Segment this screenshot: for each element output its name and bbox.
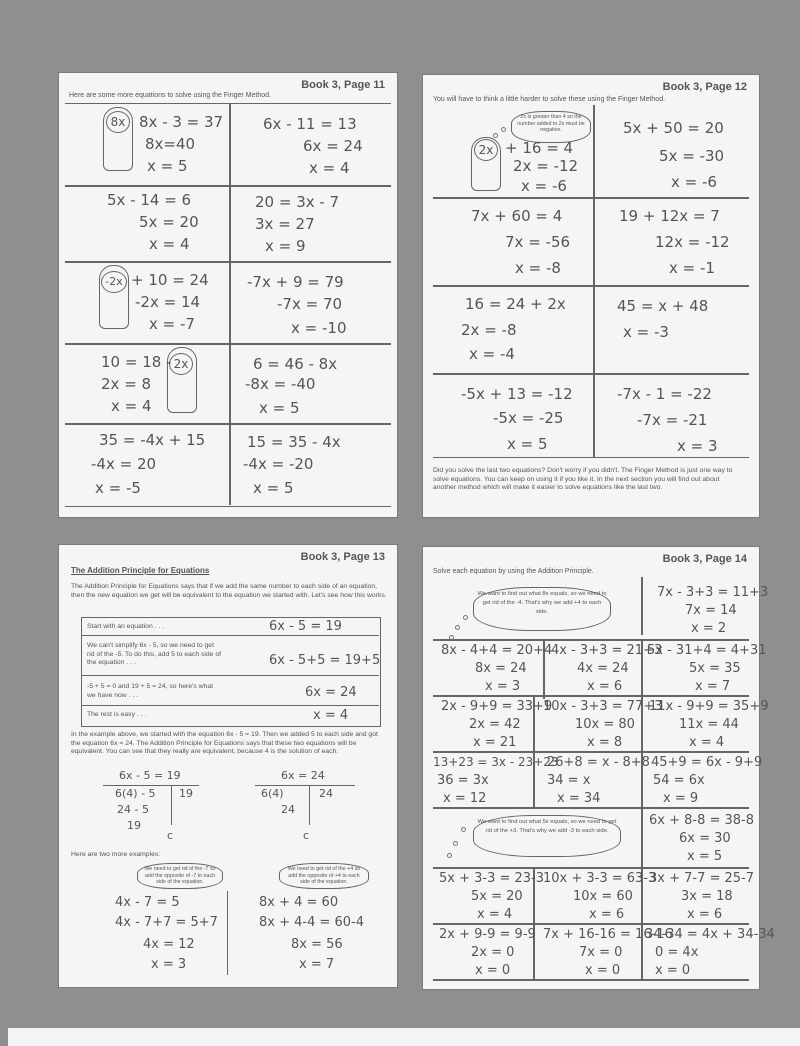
page-header: Book 3, Page 14 (662, 553, 747, 565)
hint-cloud: We need to get rid of the -7 so add the opposite of -7 to each side of the equation. (137, 863, 223, 889)
finger-circle: -2x (101, 271, 127, 293)
finger-circle: 8x (106, 111, 130, 133)
section-title: The Addition Principle for Equations (71, 566, 210, 575)
page-header: Book 3, Page 11 (301, 79, 385, 91)
hint-cloud: 2x is greater than 4 so the number added to 2x must be negative. (511, 111, 591, 143)
page-header: Book 3, Page 13 (300, 551, 385, 563)
page-intro: Here are some more equations to solve using the Finger Method. (69, 92, 271, 99)
bottom-strip (8, 1028, 800, 1046)
section-intro: The Addition Principle for Equations says that if we add the same number to each side of an equation, then the new equation we get will be equivalent to the equation we started with. Let's see how this works. (71, 583, 387, 599)
page-book3-14: Book 3, Page 14 Solve each equation by using the Addition Principle. We want to find out what 8x equals, so we need to get rid of the -4. That's why we add +4 to each side. We want to find out what 5x equals, so we need to get rid of the +3. That's why we add -3 to each side. 7x - 3+3 = 11+3 7x = 14 x = 2 8x - 4+4 = 20+4 8x = 24 x = 3 4x - 3+3 = 21+3 4x = 24 x = 6 5x - 31+4 = 4+31 5x = 35 x = 7 2x - 9+9 = 33+9 2x = 42 x = 21 10x - 3+3 = 77+3 10x = 80 x = 8 11x - 9+9 = 35+9 11x = 44 x = 4 13+23 = 3x - 23+23 36 = 3x x = 12 26+8 = x - 8+8 34 = x x = 34 45+9 = 6x - 9+9 54 = 6x x = 9 6x + 8-8 = 38-8 6x = 30 x = 5 5x + 3-3 = 23-3 5x = 20 x = 4 10x + 3-3 = 63-3 10x = 60 x = 6 3x + 7-7 = 25-7 3x = 18 x = 6 2x + 9-9 = 9-9 2x = 0 x = 0 7x + 16-16 = 16-16 7x = 0 x = 0 34-34 = 4x + 34-34 0 = 4x x = 0 (423, 547, 759, 989)
page-intro: Solve each equation by using the Addition Principle. (433, 568, 594, 575)
finger-circle: 2x (169, 353, 193, 375)
page-book3-13: Book 3, Page 13 The Addition Principle for Equations The Addition Principle for Equations says that if we add the same number to each side of an equation, then the new equation we get will be equivalent to the equation we started with. Let's see how this works. Start with an equation . . . 6x - 5 = 19 We can't simplify 6x - 5, so we need to get rid of the -5. To do this, add 5 to each side of the equation . . . 6x - 5+5 = 19+5 -5 + 5 = 0 and 19 + 5 = 24, so here's what we have now . . . 6x = 24 The rest is easy . . . x = 4 In the example above, we started with the equation 6x - 5 = 19. Then we added 5 to each side and got the equation 6x = 24. The Addition Principle for Equations says that these two equations will be equivalent. You can see that they really are equivalent, because 4 is the solution of each. 6x - 5 = 19 6(4) - 5 19 24 - 5 19 c 6x = 24 6(4) 24 24 c Here are two more examples: We need to get rid of the -7 so add the opposite of -7 to each side of the equation. We need to get rid of the +4 so add the opposite of +4 to each side of the equation. 4x - 7 = 5 4x - 7+7 = 5+7 4x = 12 x = 3 8x + 4 = 60 8x + 4-4 = 60-4 8x = 56 x = 7 (59, 545, 397, 987)
page-intro: You will have to think a little harder to solve these using the Finger Method. (433, 96, 666, 103)
page-header: Book 3, Page 12 (662, 81, 747, 93)
finger-circle: 2x (474, 139, 498, 161)
page-footer-text: Did you solve the last two equations? Don't worry if you didn't. The Finger Method is just one way to solve equations. You can keep on using it if you like it. In the next section you will find out about another method which will make it easier to solve equations like the last two. (433, 467, 733, 491)
examples-label: Here are two more examples: (71, 851, 161, 858)
explanation-text: In the example above, we started with the equation 6x - 5 = 19. Then we added 5 to each side and got the equation 6x = 24. The Addition Principle for Equations says that these two equations will be equivalent. You can see that they really are equivalent, because 4 is the solution of each. (71, 731, 378, 755)
hint-cloud: We need to get rid of the +4 so add the opposite of +4 to each side of the equation. (279, 863, 369, 889)
hint-cloud: We want to find out what 5x equals, so we need to get rid of the +3. That's why we add -3 to each side. (473, 815, 621, 857)
page-book3-11: Book 3, Page 11 Here are some more equations to solve using the Finger Method. 8x 8x - 3 = 37 8x=40 x = 5 6x - 11 = 13 6x = 24 x = 4 5x - 14 = 6 5x = 20 x = 4 20 = 3x - 7 3x = 27 x = 9 -2x + 10 = 24 -2x = 14 x = -7 -7x + 9 = 79 -7x = 70 x = -10 2x 10 = 18 - 2x = 8 x = 4 6 = 46 - 8x -8x = -40 x = 5 35 = -4x + 15 -4x = 20 x = -5 15 = 35 - 4x -4x = -20 x = 5 (59, 73, 397, 517)
page-book3-12: Book 3, Page 12 You will have to think a little harder to solve these using the Finger Method. 2x is greater than 4 so the number added to 2x must be negative. 2x + 16 = 4 2x = -12 x = -6 5x + 50 = 20 5x = -30 x = -6 7x + 60 = 4 7x = -56 x = -8 19 + 12x = 7 12x = -12 x = -1 16 = 24 + 2x 2x = -8 x = -4 45 = x + 48 x = -3 -5x + 13 = -12 -5x = -25 x = 5 -7x - 1 = -22 -7x = -21 x = 3 Did you solve the last two equations? Don't worry if you didn't. The Finger Method is just one way to solve equations. You can keep on using it if you like it. In the next section you will find out about another method which will make it easier to solve equations like the last two. (423, 75, 759, 517)
hint-cloud: We want to find out what 8x equals, so we need to get rid of the -4. That's why we add +4 to each side. (473, 587, 611, 631)
